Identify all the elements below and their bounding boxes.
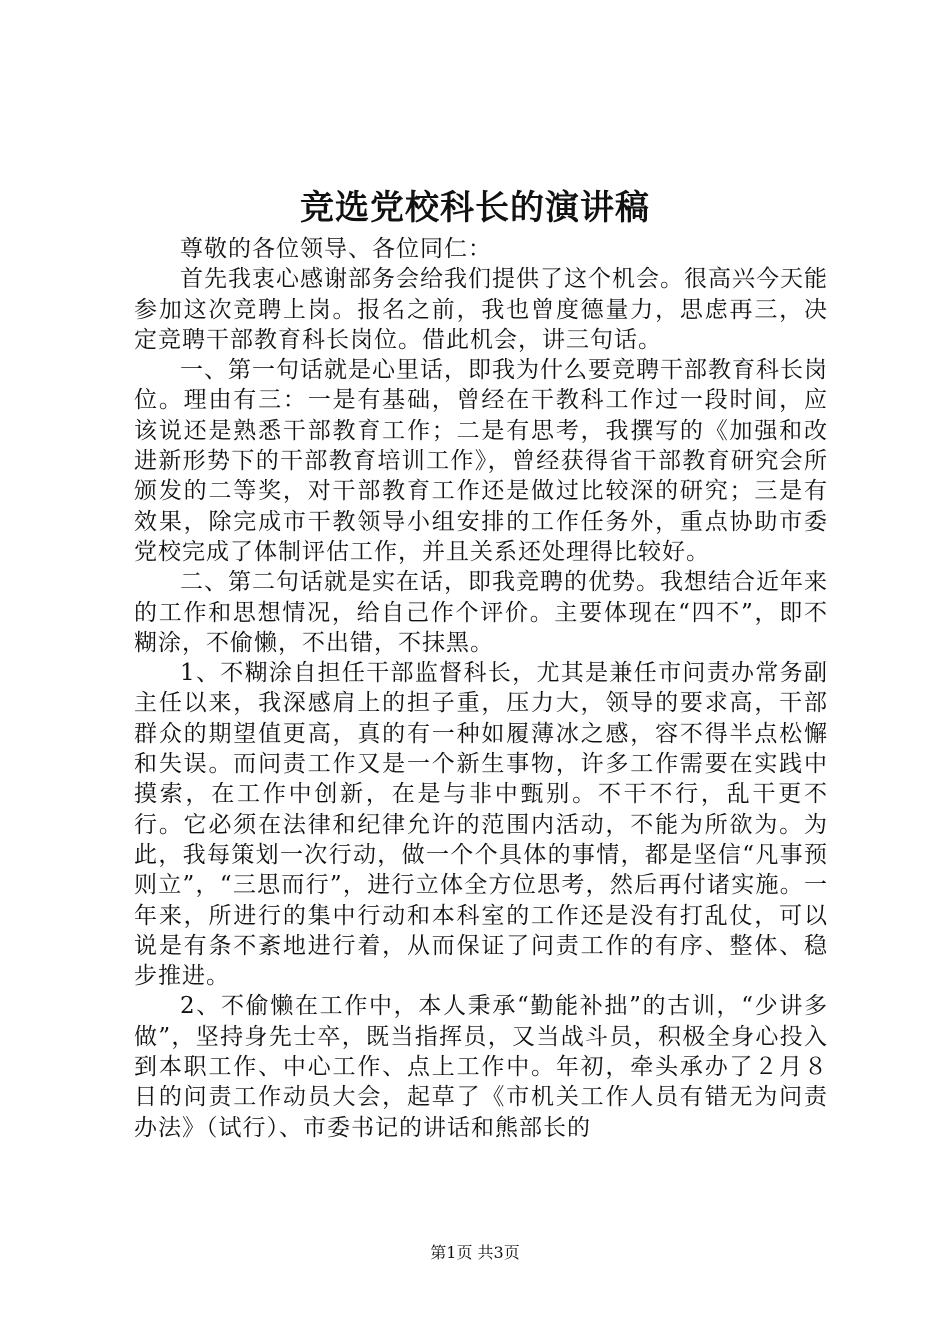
paragraph-point-two: 二、第二句话就是实在话，即我竞聘的优势。我想结合近年来的工作和思想情况，给自己作个评价。主要体现在“四不”，即不糊涂，不偷懒，不出错，不抹黑。 [134, 569, 828, 656]
paragraph-not-muddled: 1、不糊涂自担任干部监督科长，尤其是兼任市问责办常务副主任以来，我深感肩上的担子重，压力大，领导的要求高，干部群众的期望值更高，真的有一种如履薄冰之感，容不得半点松懈和失误。而问责工作又是一个新生事物，许多工作需要在实践中摸索，在工作中创新，在是与非中甄别。不干不行，乱干更不行。它必须在法律和纪律允许的范围内活动，不能为所欲为。为此，我每策划一次行动，做一个个具体的事情，都是坚信“凡事预则立”，“三思而行”，进行立体全方位思考，然后再付诸实施。一年来，所进行的集中行动和本科室的工作还是没有打乱仗，可以说是有条不紊地进行着，从而保证了问责工作的有序、整体、稳步推进。 [134, 660, 828, 990]
paragraph-point-one: 一、第一句话就是心里话，即我为什么要竞聘干部教育科长岗位。理由有三：一是有基础，曾经在干教科工作过一段时间，应该说还是熟悉干部教育工作；二是有思考，我撰写的《加强和改进新形势下的干部教育培训工作》，曾经获得省干部教育研究会所颁发的二等奖，对干部教育工作还是做过比较深的研究；三是有效果，除完成市干教领导小组安排的工作任务外，重点协助市委党校完成了体制评估工作，并且关系还处理得比较好。 [134, 357, 828, 565]
document-title: 竞选党校科长的演讲稿 [300, 188, 650, 228]
paragraph-thanks: 首先我衷心感谢部务会给我们提供了这个机会。很高兴今天能参加这次竞聘上岗。报名之前，我也曾度德量力，思虑再三，决定竞聘干部教育科长岗位。借此机会，讲三句话。 [134, 266, 828, 353]
page-footer: 第1页 共3页 [430, 1243, 520, 1262]
document-body [134, 234, 828, 1143]
paragraph-salutation: 尊敬的各位领导、各位同仁： [180, 236, 492, 262]
paragraph-not-lazy: 2、不偷懒在工作中，本人秉承“勤能补拙”的古训，“少讲多做”，坚持身先士卒，既当指挥员，又当战斗员，积极全身心投入到本职工作、中心工作、点上工作中。年初，牵头承办了２月８日的问责工作动员大会，起草了《市机关工作人员有错无为问责办法》（试行）、市委书记的讲话和熊部长的 [134, 993, 828, 1141]
